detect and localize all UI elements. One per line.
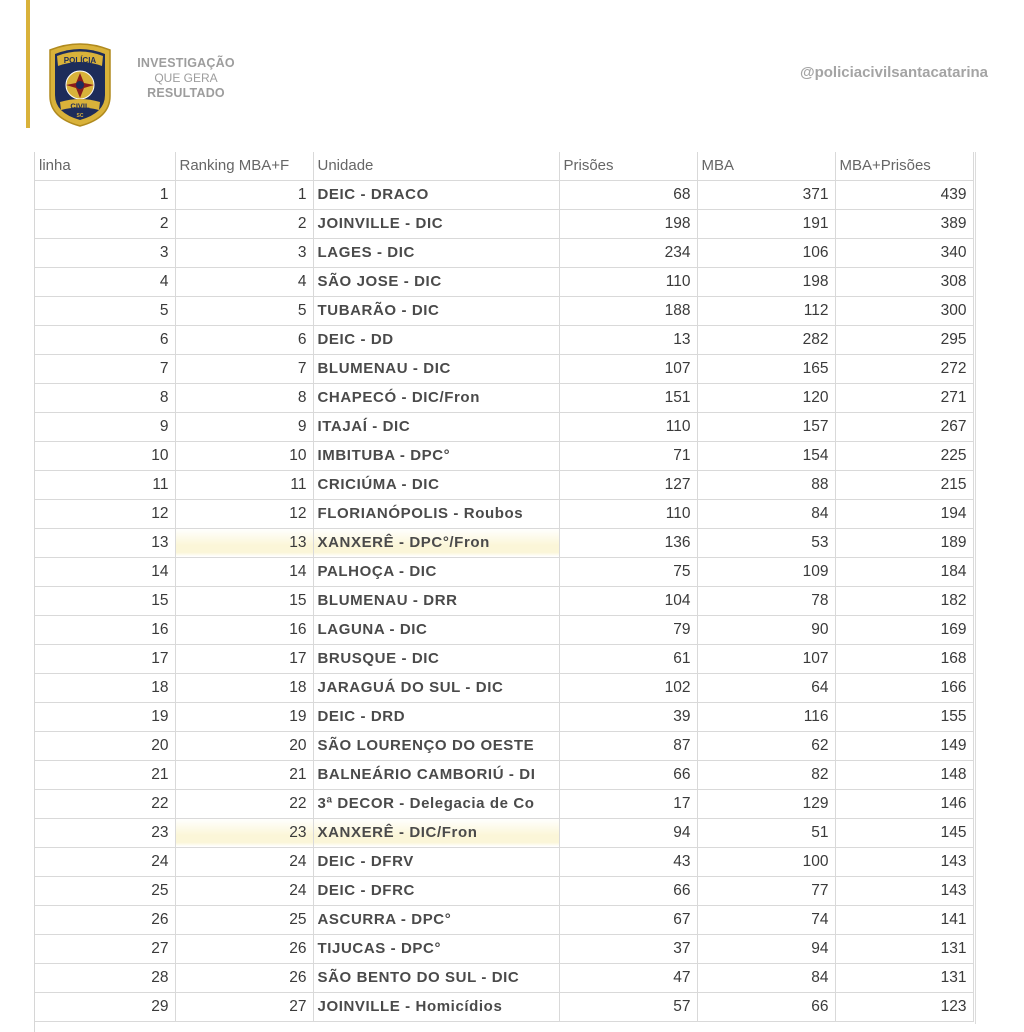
cell-linha[interactable]: 29 <box>35 992 175 1021</box>
slogan-line-3: RESULTADO <box>147 86 225 100</box>
cell-ranking[interactable]: 5 <box>175 296 313 325</box>
cell-mba[interactable]: 106 <box>697 238 835 267</box>
cell-unidade[interactable]: TIJUCAS - DPC° <box>313 934 559 963</box>
social-handle[interactable]: @policiacivilsantacatarina <box>799 64 988 81</box>
cell-unidade[interactable]: ASCURRA - DPC° <box>313 905 559 934</box>
cell-linha[interactable]: 20 <box>35 731 175 760</box>
cell-total[interactable]: 148 <box>835 760 973 789</box>
cell-unidade[interactable]: XANXERÊ - DIC/Fron <box>313 818 559 847</box>
column-header-mba: MBA <box>697 152 835 180</box>
table-row <box>35 876 973 905</box>
cell-total[interactable]: 143 <box>835 847 973 876</box>
table-row <box>35 934 973 963</box>
cell-mba[interactable]: 371 <box>697 180 835 209</box>
cell-ranking[interactable]: 27 <box>175 992 313 1021</box>
cell-linha[interactable]: 27 <box>35 934 175 963</box>
cell-mba[interactable]: 191 <box>697 209 835 238</box>
cell-unidade[interactable]: DEIC - DFRV <box>313 847 559 876</box>
cell-linha[interactable]: 12 <box>35 499 175 528</box>
cell-prisoes[interactable]: 110 <box>559 267 697 296</box>
cell-total[interactable]: 189 <box>835 528 973 557</box>
cell-mba[interactable]: 109 <box>697 557 835 586</box>
cell-linha[interactable]: 14 <box>35 557 175 586</box>
cell-total[interactable]: 182 <box>835 586 973 615</box>
cell-linha[interactable]: 16 <box>35 615 175 644</box>
table-row <box>35 615 973 644</box>
table-row <box>35 209 973 238</box>
cell-total[interactable]: 141 <box>835 905 973 934</box>
cell-ranking[interactable]: 13 <box>175 528 313 557</box>
cell-linha[interactable]: 9 <box>35 412 175 441</box>
cell-linha[interactable]: 2 <box>35 209 175 238</box>
cell-unidade[interactable]: DEIC - DRD <box>313 702 559 731</box>
cell-prisoes[interactable]: 17 <box>559 789 697 818</box>
cell-prisoes[interactable]: 43 <box>559 847 697 876</box>
cell-total[interactable]: 169 <box>835 615 973 644</box>
cell-prisoes[interactable]: 75 <box>559 557 697 586</box>
header-row <box>35 152 973 180</box>
cell-unidade[interactable]: SÃO JOSE - DIC <box>313 267 559 296</box>
table-row <box>35 470 973 499</box>
cell-ranking[interactable]: 17 <box>175 644 313 673</box>
cell-ranking[interactable]: 25 <box>175 905 313 934</box>
cell-prisoes[interactable]: 104 <box>559 586 697 615</box>
cell-unidade[interactable]: XANXERÊ - DPC°/Fron <box>313 528 559 557</box>
table-row <box>35 238 973 267</box>
cell-linha[interactable]: 6 <box>35 325 175 354</box>
table-row <box>35 731 973 760</box>
cell-prisoes[interactable]: 102 <box>559 673 697 702</box>
cell-mba[interactable]: 62 <box>697 731 835 760</box>
table-row <box>35 412 973 441</box>
cell-linha[interactable]: 26 <box>35 905 175 934</box>
cell-mba[interactable]: 90 <box>697 615 835 644</box>
slogan-line-1: INVESTIGAÇÃO <box>137 56 235 70</box>
cell-ranking[interactable]: 10 <box>175 441 313 470</box>
table-row <box>35 702 973 731</box>
cell-mba[interactable]: 94 <box>697 934 835 963</box>
cell-prisoes[interactable]: 107 <box>559 354 697 383</box>
cell-mba[interactable]: 165 <box>697 354 835 383</box>
cell-linha[interactable]: 5 <box>35 296 175 325</box>
cell-unidade[interactable]: CHAPECÓ - DIC/Fron <box>313 383 559 412</box>
cell-prisoes[interactable]: 188 <box>559 296 697 325</box>
cell-mba[interactable]: 84 <box>697 963 835 992</box>
cell-linha[interactable]: 24 <box>35 847 175 876</box>
cell-prisoes[interactable]: 57 <box>559 992 697 1021</box>
cell-unidade[interactable]: ITAJAÍ - DIC <box>313 412 559 441</box>
cell-ranking[interactable]: 24 <box>175 876 313 905</box>
cell-total[interactable]: 225 <box>835 441 973 470</box>
cell-prisoes[interactable]: 127 <box>559 470 697 499</box>
cell-total[interactable]: 389 <box>835 209 973 238</box>
cell-total[interactable]: 308 <box>835 267 973 296</box>
cell-ranking[interactable]: 20 <box>175 731 313 760</box>
column-header-ranking: Ranking MBA+F <box>175 152 313 180</box>
cell-unidade[interactable]: BLUMENAU - DIC <box>313 354 559 383</box>
cell-total[interactable]: 340 <box>835 238 973 267</box>
cell-unidade[interactable]: JOINVILLE - Homicídios <box>313 992 559 1021</box>
cell-total[interactable]: 166 <box>835 673 973 702</box>
cell-linha[interactable]: 11 <box>35 470 175 499</box>
cell-total[interactable]: 131 <box>835 963 973 992</box>
table-row <box>35 499 973 528</box>
column-header-total: MBA+Prisões <box>835 152 973 180</box>
cell-mba[interactable]: 116 <box>697 702 835 731</box>
cell-unidade[interactable]: TUBARÃO - DIC <box>313 296 559 325</box>
cell-ranking[interactable]: 24 <box>175 847 313 876</box>
cell-prisoes[interactable]: 79 <box>559 615 697 644</box>
cell-prisoes[interactable]: 37 <box>559 934 697 963</box>
cell-unidade[interactable]: DEIC - DRACO <box>313 180 559 209</box>
cell-mba[interactable]: 84 <box>697 499 835 528</box>
cell-unidade[interactable]: BLUMENAU - DRR <box>313 586 559 615</box>
badge-bottom-text: CIVIL <box>70 101 90 111</box>
cell-total[interactable]: 155 <box>835 702 973 731</box>
cell-total[interactable]: 184 <box>835 557 973 586</box>
slogan-line-2: QUE GERA <box>154 71 218 85</box>
cell-total[interactable]: 146 <box>835 789 973 818</box>
cell-prisoes[interactable]: 13 <box>559 325 697 354</box>
cell-ranking[interactable]: 12 <box>175 499 313 528</box>
cell-unidade[interactable]: PALHOÇA - DIC <box>313 557 559 586</box>
post-header <box>0 0 1024 150</box>
cell-unidade[interactable]: BALNEÁRIO CAMBORIÚ - DI <box>313 760 559 789</box>
table-row <box>35 644 973 673</box>
cell-total[interactable]: 123 <box>835 992 973 1021</box>
cell-mba[interactable]: 112 <box>697 296 835 325</box>
cell-prisoes[interactable]: 67 <box>559 905 697 934</box>
cell-unidade[interactable]: FLORIANÓPOLIS - Roubos <box>313 499 559 528</box>
cell-ranking[interactable]: 15 <box>175 586 313 615</box>
cell-mba[interactable]: 51 <box>697 818 835 847</box>
column-header-unidade: Unidade <box>313 152 559 180</box>
cell-total[interactable]: 267 <box>835 412 973 441</box>
cell-total[interactable]: 439 <box>835 180 973 209</box>
cell-ranking[interactable]: 21 <box>175 760 313 789</box>
table-row <box>35 383 973 412</box>
cell-total[interactable]: 145 <box>835 818 973 847</box>
cell-ranking[interactable]: 23 <box>175 818 313 847</box>
cell-prisoes[interactable]: 94 <box>559 818 697 847</box>
cell-unidade[interactable]: DEIC - DFRC <box>313 876 559 905</box>
cell-prisoes[interactable]: 110 <box>559 499 697 528</box>
cell-linha[interactable]: 28 <box>35 963 175 992</box>
cell-linha[interactable]: 19 <box>35 702 175 731</box>
ranking-table <box>35 152 974 1022</box>
cell-ranking[interactable]: 4 <box>175 267 313 296</box>
cell-linha[interactable]: 8 <box>35 383 175 412</box>
cell-mba[interactable]: 74 <box>697 905 835 934</box>
cell-total[interactable]: 215 <box>835 470 973 499</box>
table-row <box>35 673 973 702</box>
table-row <box>35 760 973 789</box>
cell-prisoes[interactable]: 39 <box>559 702 697 731</box>
cell-total[interactable]: 143 <box>835 876 973 905</box>
cell-total[interactable]: 300 <box>835 296 973 325</box>
sheet-border <box>975 152 976 1024</box>
cell-linha[interactable]: 13 <box>35 528 175 557</box>
cell-unidade[interactable]: LAGES - DIC <box>313 238 559 267</box>
table-row <box>35 528 973 557</box>
cell-unidade[interactable]: SÃO BENTO DO SUL - DIC <box>313 963 559 992</box>
cell-prisoes[interactable]: 151 <box>559 383 697 412</box>
table-row <box>35 325 973 354</box>
cell-mba[interactable]: 78 <box>697 586 835 615</box>
ranking-spreadsheet <box>34 152 993 1032</box>
cell-total[interactable]: 194 <box>835 499 973 528</box>
cell-prisoes[interactable]: 234 <box>559 238 697 267</box>
cell-total[interactable]: 272 <box>835 354 973 383</box>
cell-unidade[interactable]: 3ª DECOR - Delegacia de Co <box>313 789 559 818</box>
cell-linha[interactable]: 7 <box>35 354 175 383</box>
cell-linha[interactable]: 18 <box>35 673 175 702</box>
cell-ranking[interactable]: 6 <box>175 325 313 354</box>
cell-unidade[interactable]: JOINVILLE - DIC <box>313 209 559 238</box>
cell-ranking[interactable]: 18 <box>175 673 313 702</box>
accent-bar <box>26 0 30 128</box>
cell-mba[interactable]: 129 <box>697 789 835 818</box>
cell-prisoes[interactable]: 87 <box>559 731 697 760</box>
cell-prisoes[interactable]: 71 <box>559 441 697 470</box>
cell-mba[interactable]: 53 <box>697 528 835 557</box>
slogan <box>126 56 246 101</box>
cell-ranking[interactable]: 7 <box>175 354 313 383</box>
policia-civil-badge-icon <box>46 40 114 128</box>
cell-prisoes[interactable]: 136 <box>559 528 697 557</box>
table-row <box>35 789 973 818</box>
table-row <box>35 963 973 992</box>
cell-linha[interactable]: 21 <box>35 760 175 789</box>
cell-ranking[interactable]: 14 <box>175 557 313 586</box>
table-row <box>35 818 973 847</box>
cell-unidade[interactable]: LAGUNA - DIC <box>313 615 559 644</box>
cell-linha[interactable]: 4 <box>35 267 175 296</box>
cell-unidade[interactable]: SÃO LOURENÇO DO OESTE <box>313 731 559 760</box>
cell-unidade[interactable]: DEIC - DD <box>313 325 559 354</box>
table-row <box>35 557 973 586</box>
cell-mba[interactable]: 198 <box>697 267 835 296</box>
cell-total[interactable]: 131 <box>835 934 973 963</box>
cell-linha[interactable]: 15 <box>35 586 175 615</box>
cell-prisoes[interactable]: 66 <box>559 760 697 789</box>
cell-prisoes[interactable]: 68 <box>559 180 697 209</box>
cell-total[interactable]: 271 <box>835 383 973 412</box>
cell-linha[interactable]: 1 <box>35 180 175 209</box>
table-row <box>35 267 973 296</box>
cell-mba[interactable]: 66 <box>697 992 835 1021</box>
cell-unidade[interactable]: BRUSQUE - DIC <box>313 644 559 673</box>
cell-prisoes[interactable]: 198 <box>559 209 697 238</box>
cell-ranking[interactable]: 3 <box>175 238 313 267</box>
cell-linha[interactable]: 23 <box>35 818 175 847</box>
table-row <box>35 180 973 209</box>
table-row <box>35 441 973 470</box>
cell-ranking[interactable]: 16 <box>175 615 313 644</box>
cell-mba[interactable]: 88 <box>697 470 835 499</box>
table-row <box>35 586 973 615</box>
cell-ranking[interactable]: 26 <box>175 934 313 963</box>
cell-linha[interactable]: 22 <box>35 789 175 818</box>
cell-prisoes[interactable]: 110 <box>559 412 697 441</box>
table-row <box>35 992 973 1021</box>
cell-mba[interactable]: 77 <box>697 876 835 905</box>
cell-mba[interactable]: 157 <box>697 412 835 441</box>
cell-unidade[interactable]: CRICIÚMA - DIC <box>313 470 559 499</box>
cell-linha[interactable]: 17 <box>35 644 175 673</box>
cell-prisoes[interactable]: 61 <box>559 644 697 673</box>
cell-mba[interactable]: 64 <box>697 673 835 702</box>
cell-ranking[interactable]: 19 <box>175 702 313 731</box>
cell-mba[interactable]: 107 <box>697 644 835 673</box>
cell-ranking[interactable]: 1 <box>175 180 313 209</box>
cell-ranking[interactable]: 9 <box>175 412 313 441</box>
cell-mba[interactable]: 154 <box>697 441 835 470</box>
cell-mba[interactable]: 282 <box>697 325 835 354</box>
cell-total[interactable]: 295 <box>835 325 973 354</box>
cell-linha[interactable]: 3 <box>35 238 175 267</box>
cell-linha[interactable]: 10 <box>35 441 175 470</box>
cell-ranking[interactable]: 8 <box>175 383 313 412</box>
cell-unidade[interactable]: JARAGUÁ DO SUL - DIC <box>313 673 559 702</box>
cell-ranking[interactable]: 11 <box>175 470 313 499</box>
badge-top-text: POLÍCIA <box>63 56 97 65</box>
table-row <box>35 354 973 383</box>
table-body <box>35 180 973 1021</box>
table-row <box>35 905 973 934</box>
cell-mba[interactable]: 100 <box>697 847 835 876</box>
cell-total[interactable]: 149 <box>835 731 973 760</box>
badge-state-text: SC <box>76 113 84 119</box>
cell-prisoes[interactable]: 66 <box>559 876 697 905</box>
cell-unidade[interactable]: IMBITUBA - DPC° <box>313 441 559 470</box>
table-row <box>35 296 973 325</box>
cell-mba[interactable]: 120 <box>697 383 835 412</box>
cell-ranking[interactable]: 2 <box>175 209 313 238</box>
cell-prisoes[interactable]: 47 <box>559 963 697 992</box>
cell-linha[interactable]: 25 <box>35 876 175 905</box>
cell-total[interactable]: 168 <box>835 644 973 673</box>
cell-ranking[interactable]: 26 <box>175 963 313 992</box>
cell-mba[interactable]: 82 <box>697 760 835 789</box>
table-row <box>35 847 973 876</box>
column-header-linha: linha <box>35 152 175 180</box>
column-header-prisoes: Prisões <box>559 152 697 180</box>
cell-ranking[interactable]: 22 <box>175 789 313 818</box>
